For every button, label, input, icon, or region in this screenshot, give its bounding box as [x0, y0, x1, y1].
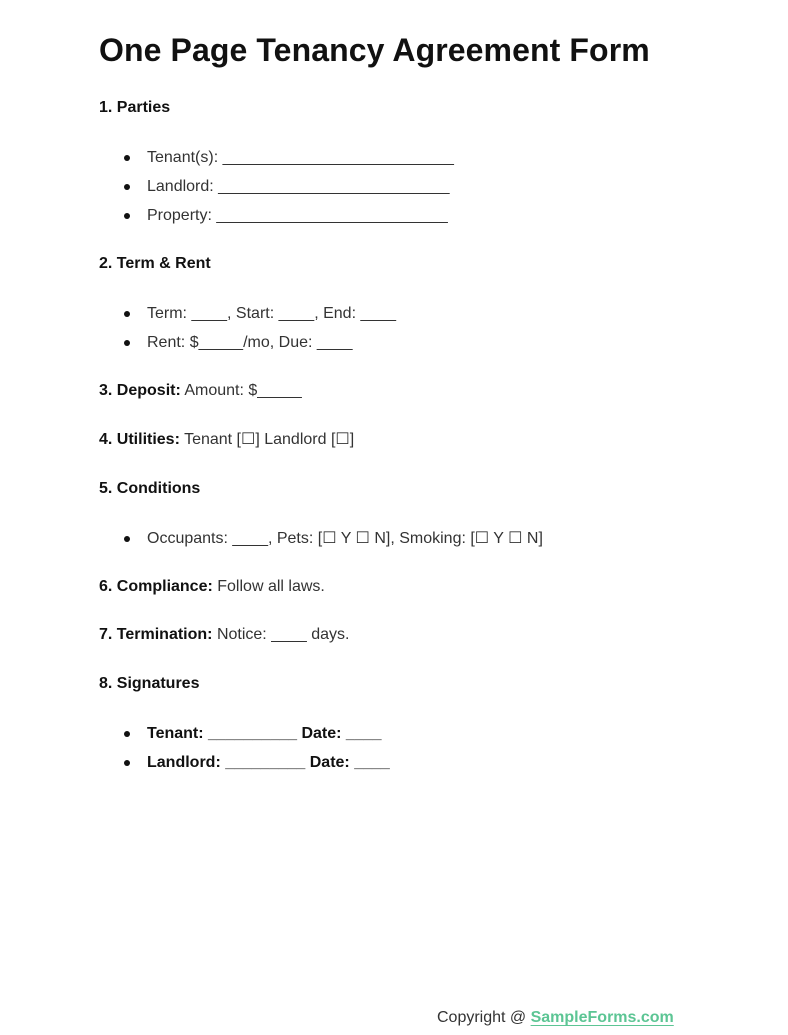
bullet-icon [124, 536, 130, 542]
list-item-landlord: Landlord: __________________________ [99, 172, 454, 201]
section-parties-heading: 1. Parties [99, 99, 171, 116]
list-item-rent: Rent: $_____/mo, Due: ____ [99, 328, 396, 357]
section-deposit: 3. Deposit: Amount: $_____ [99, 382, 302, 399]
section-term-rent-heading: 2. Term & Rent [99, 255, 211, 272]
list-item-property: Property: __________________________ [99, 201, 454, 230]
bullet-icon [124, 213, 130, 219]
copyright-footer: Copyright @ SampleForms.com [437, 1009, 674, 1026]
parties-list [99, 143, 454, 230]
bullet-icon [124, 155, 130, 161]
list-item-tenants: Tenant(s): __________________________ [99, 143, 454, 172]
signatures-list [99, 719, 390, 777]
bullet-icon [124, 184, 130, 190]
section-utilities: 4. Utilities: Tenant [☐] Landlord [☐] [99, 431, 355, 448]
list-item-tenant-signature: Tenant: __________ Date: ____ [99, 719, 390, 748]
section-conditions-heading: 5. Conditions [99, 480, 201, 497]
bullet-icon [124, 340, 130, 346]
bullet-icon [124, 311, 130, 317]
conditions-list [99, 524, 543, 553]
section-signatures-heading: 8. Signatures [99, 675, 200, 692]
list-item-landlord-signature: Landlord: _________ Date: ____ [99, 748, 390, 777]
page-title: One Page Tenancy Agreement Form [99, 32, 650, 68]
term-rent-list [99, 299, 396, 357]
bullet-icon [124, 731, 130, 737]
sampleforms-link[interactable]: SampleForms.com [530, 1009, 674, 1026]
section-termination: 7. Termination: Notice: ____ days. [99, 626, 350, 643]
list-item-occupants: Occupants: ____, Pets: [☐ Y ☐ N], Smoking: [☐ Y ☐ N] [99, 524, 543, 553]
list-item-term: Term: ____, Start: ____, End: ____ [99, 299, 396, 328]
bullet-icon [124, 760, 130, 766]
section-compliance: 6. Compliance: Follow all laws. [99, 578, 325, 595]
